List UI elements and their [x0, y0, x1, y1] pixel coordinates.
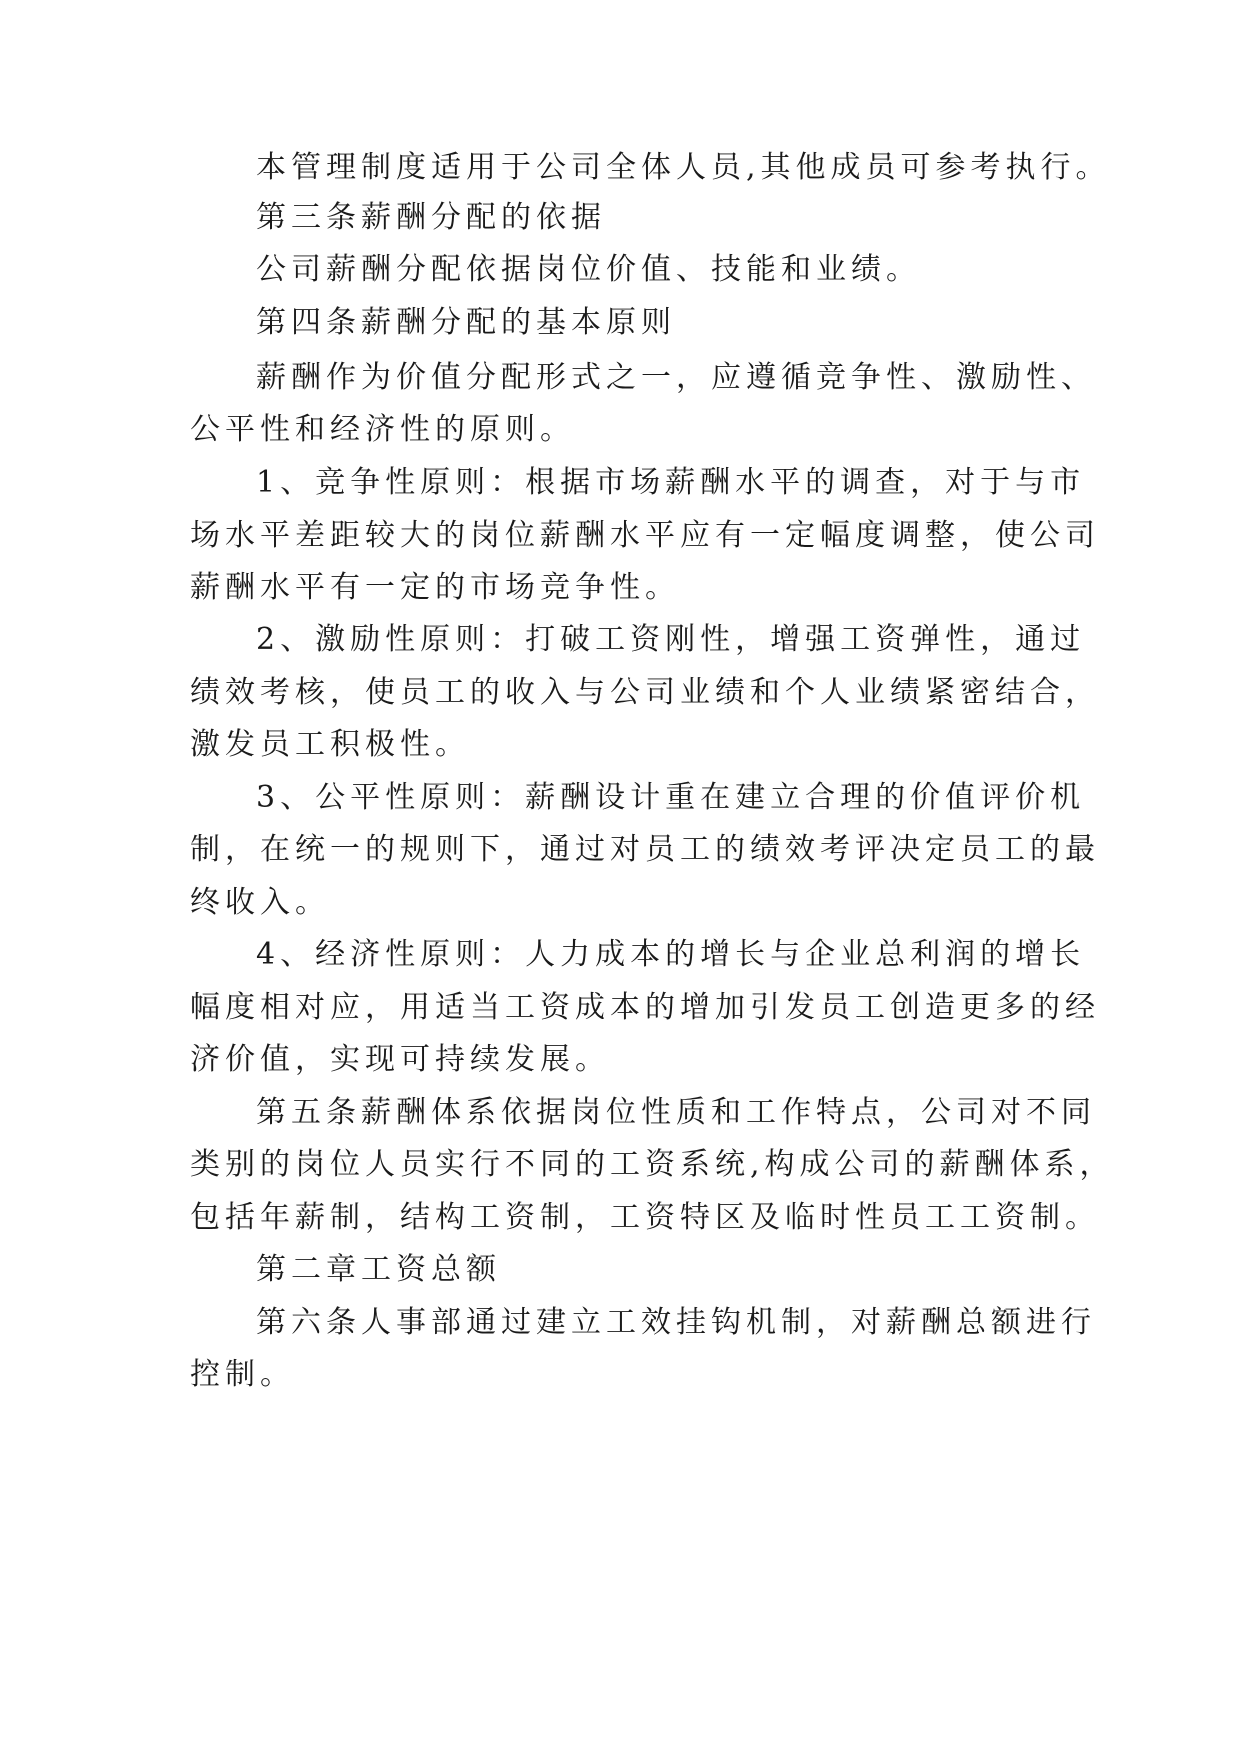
text-line: 制，在统一的规则下，通过对员工的绩效考评决定员工的最 [190, 832, 1100, 867]
text-line: 包括年薪制，结构工资制，工资特区及临时性员工工资制。 [190, 1200, 1100, 1235]
text-line: 薪酬水平有一定的市场竞争性。 [190, 570, 680, 605]
text-line: 1、竞争性原则：根据市场薪酬水平的调查，对于与市 [256, 465, 1086, 500]
text-line: 终收入。 [190, 885, 330, 920]
text-line: 4、经济性原则：人力成本的增长与企业总利润的增长 [256, 937, 1086, 972]
text-line: 济价值，实现可持续发展。 [190, 1042, 610, 1077]
text-line: 第六条人事部通过建立工效挂钩机制，对薪酬总额进行 [256, 1305, 1096, 1340]
text-line: 幅度相对应，用适当工资成本的增加引发员工创造更多的经 [190, 990, 1100, 1025]
text-line: 公平性和经济性的原则。 [190, 412, 575, 447]
article-heading: 第四条薪酬分配的基本原则 [256, 305, 676, 340]
text-line: 控制。 [190, 1357, 295, 1392]
text-line: 薪酬作为价值分配形式之一，应遵循竞争性、激励性、 [256, 360, 1096, 395]
text-line: 类别的岗位人员实行不同的工资系统,构成公司的薪酬体系， [190, 1147, 1115, 1182]
text-line: 场水平差距较大的岗位薪酬水平应有一定幅度调整，使公司 [190, 518, 1100, 553]
article-heading: 第三条薪酬分配的依据 [256, 200, 606, 235]
text-line: 第五条薪酬体系依据岗位性质和工作特点，公司对不同 [256, 1095, 1096, 1130]
text-line: 激发员工积极性。 [190, 727, 470, 762]
text-line: 绩效考核，使员工的收入与公司业绩和个人业绩紧密结合， [190, 675, 1100, 710]
text-line: 3、公平性原则：薪酬设计重在建立合理的价值评价机 [256, 780, 1086, 815]
text-line: 2、激励性原则：打破工资刚性，增强工资弹性，通过 [256, 622, 1086, 657]
text-line: 本管理制度适用于公司全体人员,其他成员可参考执行。 [256, 150, 1111, 185]
chapter-heading: 第二章工资总额 [256, 1252, 501, 1287]
text-line: 公司薪酬分配依据岗位价值、技能和业绩。 [256, 252, 921, 287]
